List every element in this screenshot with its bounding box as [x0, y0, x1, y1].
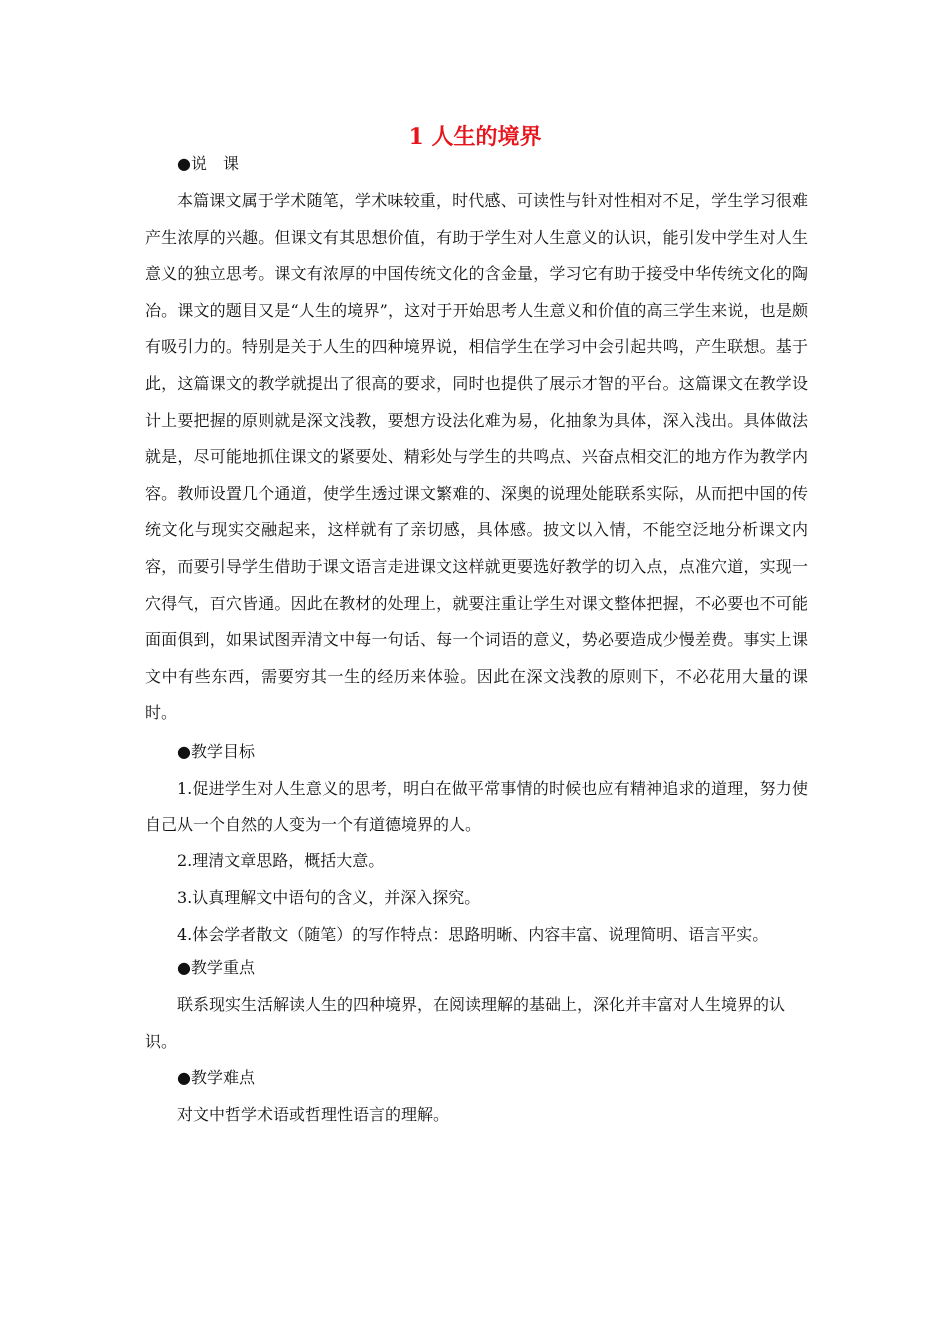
goal-item-4: 4.体会学者散文（随笔）的写作特点：思路明晰、内容丰富、说理简明、语言平实。 [177, 925, 769, 945]
key-points-paragraph: 联系现实生活解读人生的四种境界，在阅读理解的基础上，深化并丰富对人生境界的认识。 [145, 995, 786, 1051]
document-title: 1 人生的境界 [408, 124, 542, 150]
section-heading-goals: ●教学目标 [177, 741, 255, 761]
goal-item-1: 1.促进学生对人生意义的思考，明白在做平常事情的时候也应有精神追求的道理，努力使自己从一个自然的人变为一个有道德境界的人。 [145, 778, 808, 835]
difficulties-paragraph: 对文中哲学术语或哲理性语言的理解。 [177, 1104, 450, 1124]
document-body [145, 150, 808, 1133]
section-heading-difficulties: ●教学难点 [177, 1067, 255, 1087]
section-heading-shuoke: ●说 课 [177, 154, 239, 173]
section-heading-key-points: ●教学重点 [177, 958, 255, 978]
goal-item-2: 2.理清文章思路，概括大意。 [177, 851, 385, 871]
shuoke-paragraph: 本篇课文属于学术随笔，学术味较重，时代感、可读性与针对性相对不足，学生学习很难产生浓厚的兴趣。但课文有其思想价值，有助于学生对人生意义的认识，能引发中学生对人生意义的独立思考。课文有浓厚的中国传统文化的含金量，学习它有助于接受中华传统文化的陶冶。课文的题目又是“人生的境界”，这对于开始思考人生意义和价值的高三学生来说，也是颇有吸引力的。特别是关于人生的四种境界说，相信学生在学习中会引起共鸣，产生联想。基于此，这篇课文的教学就提出了很高的要求，同时也提供了展示才智的平台。这篇课文在教学设计上要把握的原则就是深文浅教，要想方设法化难为易，化抽象为具体，深入浅出。具体做法就是，尽可能地抓住课文的紧要处、精彩处与学生的共鸣点、兴奋点相交汇的地方作为教学内容。教师设置几个通道，使学生透过课文繁难的、深奥的说理处能联系实际，从而把中国的传统文化与现实交融起来，这样就有了亲切感，具体感。披文以入情，不能空泛地分析课文内容，而要引导学生借助于课文语言走进课文这样就更要选好教学的切入点，点准穴道，实现一穴得气，百穴皆通。因此在教材的处理上，就要注重让学生对课文整体把握，不必要也不可能面面俱到，如果试图弄清文中每一句话、每一个词语的意义，势必要造成少慢差费。事实上课文中有些东西，需要穷其一生的经历来体验。因此在深文浅教的原则下，不必花用大量的课时。 [145, 191, 808, 723]
goal-item-3: 3.认真理解文中语句的含义，并深入探究。 [177, 888, 481, 908]
